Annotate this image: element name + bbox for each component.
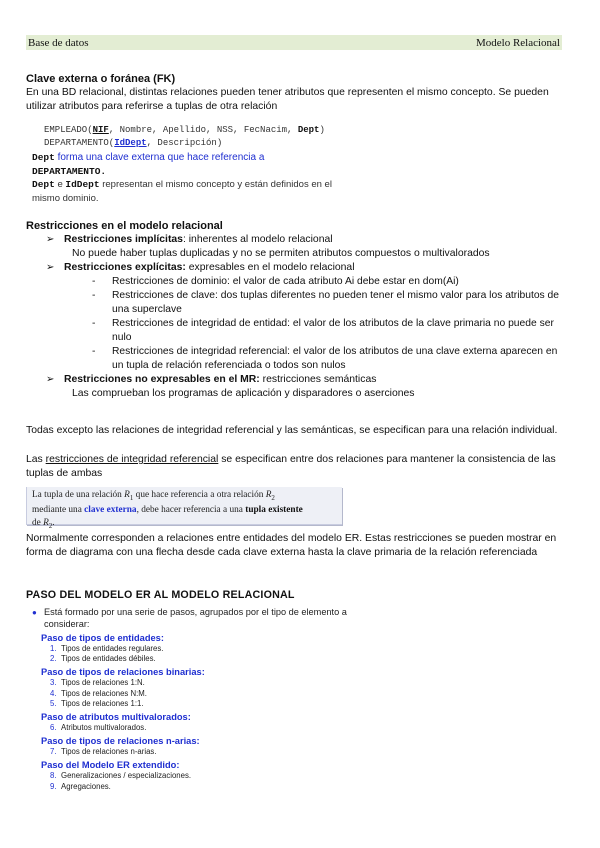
arrow-bullet-icon: ➢: [46, 234, 55, 245]
fk-explanation-line2: DEPARTAMENTO.: [32, 165, 107, 177]
pasos-section: [26, 589, 386, 792]
pasos-step-number: 3.: [50, 678, 57, 688]
fk-explanation: [32, 151, 412, 205]
pasos-step-text: Tipos de relaciones 1:N.: [61, 678, 145, 688]
pasos-step-number: 2.: [50, 654, 57, 664]
fk-explanation-line3: Dept e IdDept representan el mismo concepto y están definidos en el: [32, 179, 332, 190]
er-paragraph: Normalmente corresponden a relaciones entre entidades del modelo ER. Estas restricciones se pueden mostrar en forma de diagrama con una flecha desde cada clave externa hasta la clave primaria de la relación referenciada: [26, 533, 557, 558]
definition-box: La tupla de una relación $R_1$ que hace referencia a otra relación $R_2$ mediante una clave externa, debe hacer referencia a una tupla existente de $R_2$.: [26, 487, 342, 525]
implicitas-item: ➢ Restricciones implícitas: inherentes al modelo relacional: [46, 234, 333, 245]
pasos-group-title: Paso del Modelo ER extendido:: [41, 760, 180, 771]
arrow-bullet-icon: ➢: [46, 374, 55, 385]
pasos-group-title: Paso de tipos de relaciones n-arias:: [41, 736, 200, 747]
pasos-step-number: 1.: [50, 644, 57, 653]
pasos-step: [26, 771, 386, 781]
pasos-step: [26, 723, 386, 733]
pasos-title: PASO DEL MODELO ER AL MODELO RELACIONAL: [26, 589, 295, 601]
pasos-group-title: Paso de atributos multivalorados:: [41, 712, 191, 723]
pasos-step: [26, 689, 386, 699]
pasos-step: [26, 654, 386, 664]
explicitas-item: ➢ Restricciones explícitas: expresables en el modelo relacional: [46, 262, 355, 273]
page-header: [26, 35, 562, 50]
integridad-referencial-term: restricciones de integridad referencial: [45, 454, 219, 465]
pasos-intro: ● Está formado por una serie de pasos, agrupados por el tipo de elemento a considerar:: [32, 607, 347, 629]
header-left: Base de datos: [28, 36, 89, 49]
restricciones-title: Restricciones en el modelo relacional: [26, 220, 223, 232]
pasos-step: [26, 678, 386, 688]
fk-explanation-line4: mismo dominio.: [32, 192, 99, 204]
pasos-step-number: 8.: [50, 771, 57, 781]
fk-explanation-line1: Dept forma una clave externa que hace referencia a: [32, 152, 265, 163]
pasos-step-number: 7.: [50, 747, 57, 757]
noexpresables-item: ➢ Restricciones no expresables en el MR: restricciones semánticas: [46, 374, 377, 385]
integridad-p1: Todas excepto las relaciones de integridad referencial y las semánticas, se especifican para una relación individual.: [26, 425, 558, 436]
explicitas-subitem: - Restricciones de integridad de entidad: el valor de los atributos de la clave primaria no puede ser nulo: [92, 318, 554, 343]
explicitas-subitem: - Restricciones de clave: dos tuplas diferentes no pueden tener el mismo valor para los atributos de una superclave: [92, 290, 560, 315]
pasos-step: [26, 782, 386, 792]
pasos-step-text: Tipos de relaciones n-arias.: [61, 747, 157, 757]
fk-example: [44, 124, 404, 149]
explicitas-subitem: - Restricciones de integridad referencial: el valor de los atributos de una clave externa aparecen en un tupla de relación referenciada o todos son nulos: [92, 346, 558, 371]
explicitas-subitem: - Restricciones de dominio: el valor de cada atributo Ai debe estar en dom(Ai): [92, 276, 459, 287]
pasos-step-number: 9.: [50, 781, 57, 791]
pasos-step: [26, 747, 386, 757]
pasos-step-number: 5.: [50, 698, 57, 708]
fk-paragraph: En una BD relacional, distintas relaciones pueden tener atributos que representen el mismo concepto. Se pueden utilizar atributos para referirse a tuplas de otra relación: [26, 87, 549, 112]
pasos-step: [26, 644, 386, 654]
bullet-icon: ●: [32, 608, 37, 617]
header-right: Modelo Relacional: [475, 36, 560, 49]
pasos-step-number: 6.: [50, 723, 57, 733]
pasos-step-text: Generalizaciones / especializaciones.: [61, 771, 192, 781]
pasos-group-title: Paso de tipos de entidades:: [41, 633, 164, 643]
pasos-step-number: 4.: [50, 688, 57, 698]
pasos-step-text: Tipos de relaciones N:M.: [61, 688, 147, 698]
noexpresables-sub: Las comprueban los programas de aplicación y disparadores o aserciones: [72, 388, 415, 399]
pasos-step-text: Atributos multivalorados.: [61, 723, 147, 733]
fk-example-line2: DEPARTAMENTO(IdDept, Descripción): [44, 137, 223, 148]
implicitas-sub: No puede haber tuplas duplicadas y no se permiten atributos compuestos o multivalorados: [72, 248, 490, 259]
restricciones-list: [26, 233, 571, 401]
fk-example-line1: EMPLEADO(NIF, Nombre, Apellido, NSS, FecNacim, Dept): [44, 125, 325, 135]
pasos-groups: [26, 632, 386, 792]
fk-title: Clave externa o foránea (FK): [26, 73, 176, 85]
pasos-step-text: Tipos de relaciones 1:1.: [61, 698, 144, 708]
pasos-step-text: Tipos de entidades débiles.: [61, 654, 156, 664]
pasos-group-title: Paso de tipos de relaciones binarias:: [41, 667, 205, 678]
pasos-step: [26, 699, 386, 709]
integridad-p2: Las restricciones de integridad referencial se especifican entre dos relaciones para mantener la consistencia de las tuplas de ambas: [26, 454, 556, 479]
arrow-bullet-icon: ➢: [46, 262, 55, 273]
pasos-step-text: Agregaciones.: [61, 781, 111, 791]
pasos-step-text: Tipos de entidades regulares.: [61, 644, 164, 653]
